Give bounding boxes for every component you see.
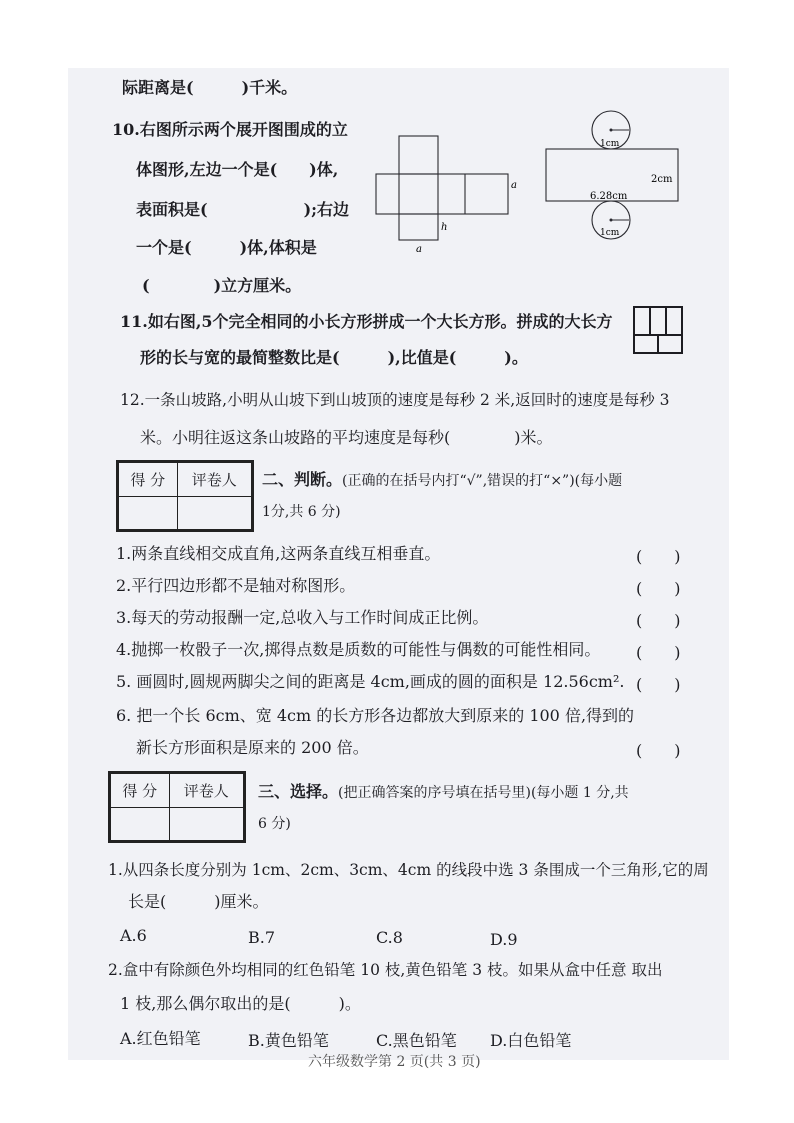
answer-paren-4[interactable]: ( ) — [636, 643, 681, 662]
q11-line1: 11.如右图,5个完全相同的小长方形拼成一个大长方形。拼成的大长方 — [120, 312, 613, 331]
page-footer: 六年级数学第 2 页(共 3 页) — [308, 1054, 481, 1070]
q12-line2: 米。小明往返这条山坡路的平均速度是每秒( )米。 — [140, 428, 553, 447]
answer-paren-5[interactable]: ( ) — [636, 675, 681, 694]
section2-instruction: (正确的在括号内打“√”,错误的打“×”)(每小题 — [342, 473, 623, 489]
answer-paren-6[interactable]: ( ) — [636, 741, 681, 760]
exam-page — [68, 68, 729, 1070]
choice-q1-option-b[interactable]: B.7 — [248, 928, 276, 947]
q10-line1: 10.右图所示两个展开图围成的立 — [112, 120, 348, 139]
grader-cell[interactable] — [177, 496, 251, 530]
choice-q1-option-a[interactable]: A.6 — [120, 926, 147, 945]
grader-label: 评卷人 — [177, 463, 251, 497]
judge-item-4: 4.抛掷一枚骰子一次,掷得点数是质数的可能性与偶数的可能性相同。 — [116, 640, 601, 659]
choice-q1-line2: 长是( )厘米。 — [128, 892, 269, 911]
score-cell[interactable] — [119, 496, 178, 530]
q10-line3: 表面积是( );右边 — [136, 200, 350, 219]
cube-label-h: h — [441, 222, 448, 233]
score-box-section2 — [116, 460, 254, 532]
choice-q2-line1: 2.盒中有除颜色外均相同的红色铅笔 10 枝,黄色铅笔 3 枝。如果从盒中任意 取出 — [108, 961, 663, 979]
section3-instruction: (把正确答案的序号填在括号里)(每小题 1 分,共 — [338, 785, 629, 801]
choice-q2-option-b[interactable]: B.黄色铅笔 — [248, 1031, 329, 1050]
answer-paren-3[interactable]: ( ) — [636, 611, 681, 630]
judge-item-6-line2: 新长方形面积是原来的 200 倍。 — [136, 738, 369, 757]
top-line: 际距离是( )千米。 — [122, 78, 298, 97]
cube-label-a-right: a — [511, 180, 517, 191]
cyl-top-radius: 1cm — [600, 139, 620, 149]
section3-heading — [258, 782, 629, 803]
q11-line2: 形的长与宽的最简整数比是( ),比值是( )。 — [140, 348, 528, 367]
rectangles-figure — [632, 305, 684, 357]
judge-item-6: 6. 把一个长 6cm、宽 4cm 的长方形各边都放大到原来的 100 倍,得到的 — [116, 706, 635, 725]
q10-line4: 一个是( )体,体积是 — [136, 238, 317, 257]
choice-q2-option-c[interactable]: C.黑色铅笔 — [376, 1031, 457, 1050]
choice-q2-option-a[interactable]: A.红色铅笔 — [120, 1029, 201, 1048]
section3-instruction-2: 6 分) — [258, 816, 291, 832]
section2-heading — [262, 470, 622, 491]
judge-item-5: 5. 画圆时,圆规两脚尖之间的距离是 4cm,画成的圆的面积是 12.56cm². — [116, 672, 625, 691]
cube-label-a-bottom: a — [416, 244, 422, 255]
score-box-section3 — [108, 771, 246, 843]
answer-paren-2[interactable]: ( ) — [636, 579, 681, 598]
score-cell[interactable] — [111, 807, 170, 841]
section2-title: 二、判断。 — [262, 470, 343, 489]
cyl-bottom-radius: 1cm — [600, 228, 620, 238]
grader-label: 评卷人 — [169, 774, 243, 808]
score-label: 得 分 — [111, 774, 170, 808]
cyl-height: 2cm — [651, 174, 673, 185]
answer-paren-1[interactable]: ( ) — [636, 547, 681, 566]
cylinder-net-figure — [538, 108, 688, 244]
q10-line2: 体图形,左边一个是( )体, — [136, 160, 339, 179]
judge-item-3: 3.每天的劳动报酬一定,总收入与工作时间成正比例。 — [116, 608, 489, 627]
choice-q2-option-d[interactable]: D.白色铅笔 — [490, 1031, 572, 1050]
score-label: 得 分 — [119, 463, 178, 497]
choice-q1-option-c[interactable]: C.8 — [376, 928, 403, 947]
q10-line5: ( )立方厘米。 — [142, 276, 302, 295]
section3-title: 三、选择。 — [258, 782, 339, 801]
choice-q2-line2: 1 枝,那么偶尔取出的是( )。 — [120, 994, 361, 1013]
q12-line1: 12.一条山坡路,小明从山坡下到山坡顶的速度是每秒 2 米,返回时的速度是每秒 3 — [120, 391, 670, 409]
judge-item-2: 2.平行四边形都不是轴对称图形。 — [116, 576, 356, 595]
cube-net-figure — [368, 130, 524, 254]
cyl-length: 6.28cm — [590, 191, 628, 202]
section2-instruction-2: 1分,共 6 分) — [262, 504, 341, 520]
grader-cell[interactable] — [169, 807, 243, 841]
choice-q1-option-d[interactable]: D.9 — [490, 930, 518, 949]
judge-item-1: 1.两条直线相交成直角,这两条直线互相垂直。 — [116, 544, 441, 563]
choice-q1-line1: 1.从四条长度分别为 1cm、2cm、3cm、4cm 的线段中选 3 条围成一个三角形,它的周 — [108, 861, 709, 879]
